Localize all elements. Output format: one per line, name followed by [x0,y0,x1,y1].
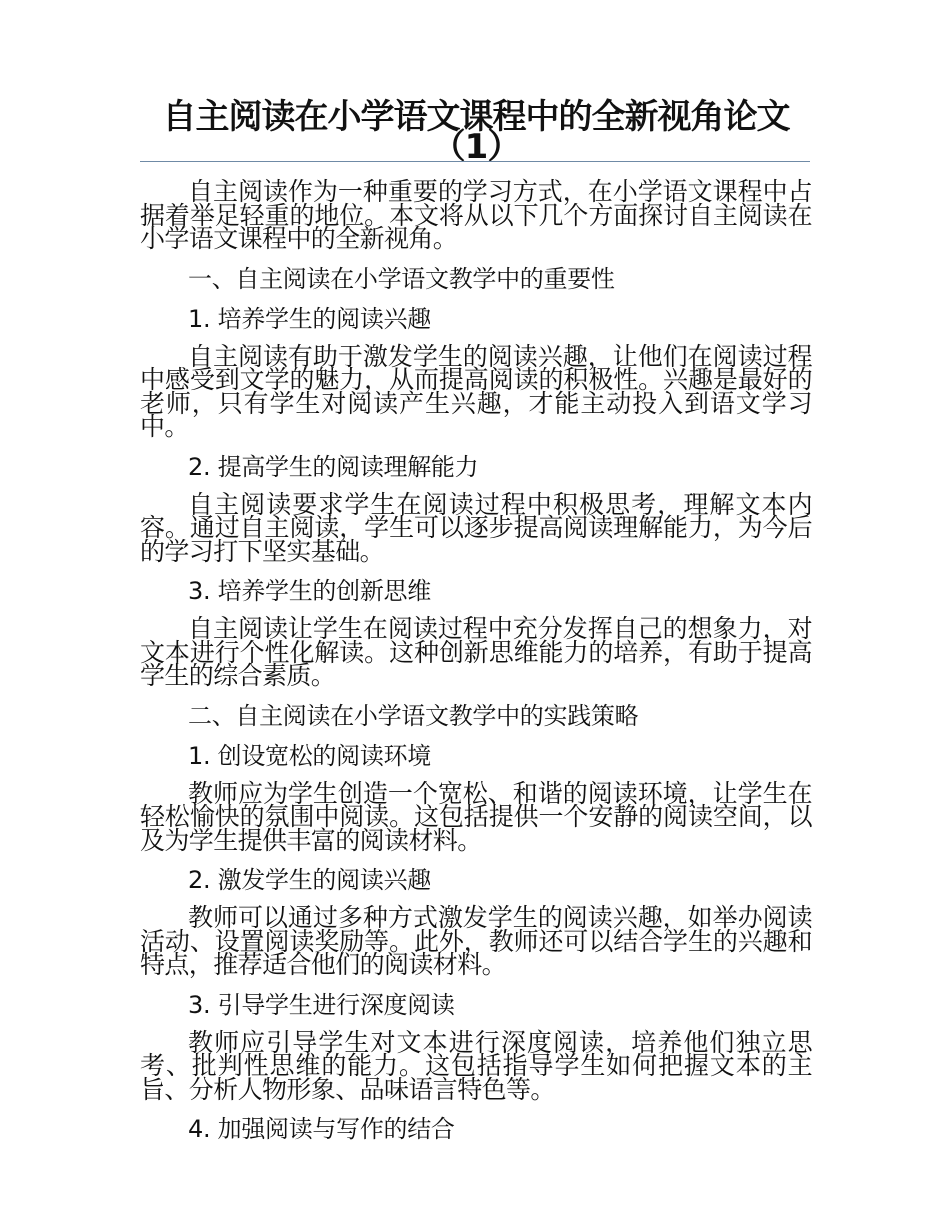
title-underline [140,161,810,162]
subsection-heading-1-3: 3. 培养学生的创新思维 [188,577,431,605]
subsection-paragraph-1-1: 自主阅读有助于激发学生的阅读兴趣，让他们在阅读过程中感受到文学的魅力，从而提高阅读的积极性。兴趣是最好的老师，只有学生对阅读产生兴趣，才能主动投入到语文学习中。 [140,341,812,441]
subsection-heading-1-1: 1. 培养学生的阅读兴趣 [188,304,431,333]
subsection-heading-2-2: 2. 激发学生的阅读兴趣 [188,866,431,894]
subsection-paragraph-1-3: 自主阅读让学生在阅读过程中充分发挥自己的想象力，对文本进行个性化解读。这种创新思维能力的培养，有助于提高学生的综合素质。 [140,614,812,690]
subsection-heading-1-2: 2. 提高学生的阅读理解能力 [188,452,479,481]
document-title: 自主阅读在小学语文课程中的全新视角论文（1） [162,97,790,167]
subsection-paragraph-2-3: 教师应引导学生对文本进行深度阅读，培养他们独立思考、批判性思维的能力。这包括指导学生如何把握文本的主旨、分析人物形象、品味语言特色等。 [140,1027,812,1104]
subsection-heading-2-4: 4. 加强阅读与写作的结合 [188,1115,455,1143]
intro-paragraph: 自主阅读作为一种重要的学习方式，在小学语文课程中占据着举足轻重的地位。本文将从以下几个方面探讨自主阅读在小学语文课程中的全新视角。 [140,177,812,253]
section-heading-1: 一、自主阅读在小学语文教学中的重要性 [188,264,615,293]
subsection-paragraph-1-2: 自主阅读要求学生在阅读过程中积极思考，理解文本内容。通过自主阅读，学生可以逐步提高阅读理解能力，为今后的学习打下坚实基础。 [140,489,812,566]
subsection-paragraph-2-1: 教师应为学生创造一个宽松、和谐的阅读环境，让学生在轻松愉快的氛围中阅读。这包括提供一个安静的阅读空间，以及为学生提供丰富的阅读材料。 [140,778,812,855]
section-heading-2: 二、自主阅读在小学语文教学中的实践策略 [188,701,639,730]
subsection-paragraph-2-2: 教师可以通过多种方式激发学生的阅读兴趣，如举办阅读活动、设置阅读奖励等。此外，教师还可以结合学生的兴趣和特点，推荐适合他们的阅读材料。 [140,903,812,979]
subsection-heading-2-3: 3. 引导学生进行深度阅读 [188,990,455,1019]
subsection-heading-2-1: 1. 创设宽松的阅读环境 [188,741,431,770]
document-body [140,177,812,1143]
